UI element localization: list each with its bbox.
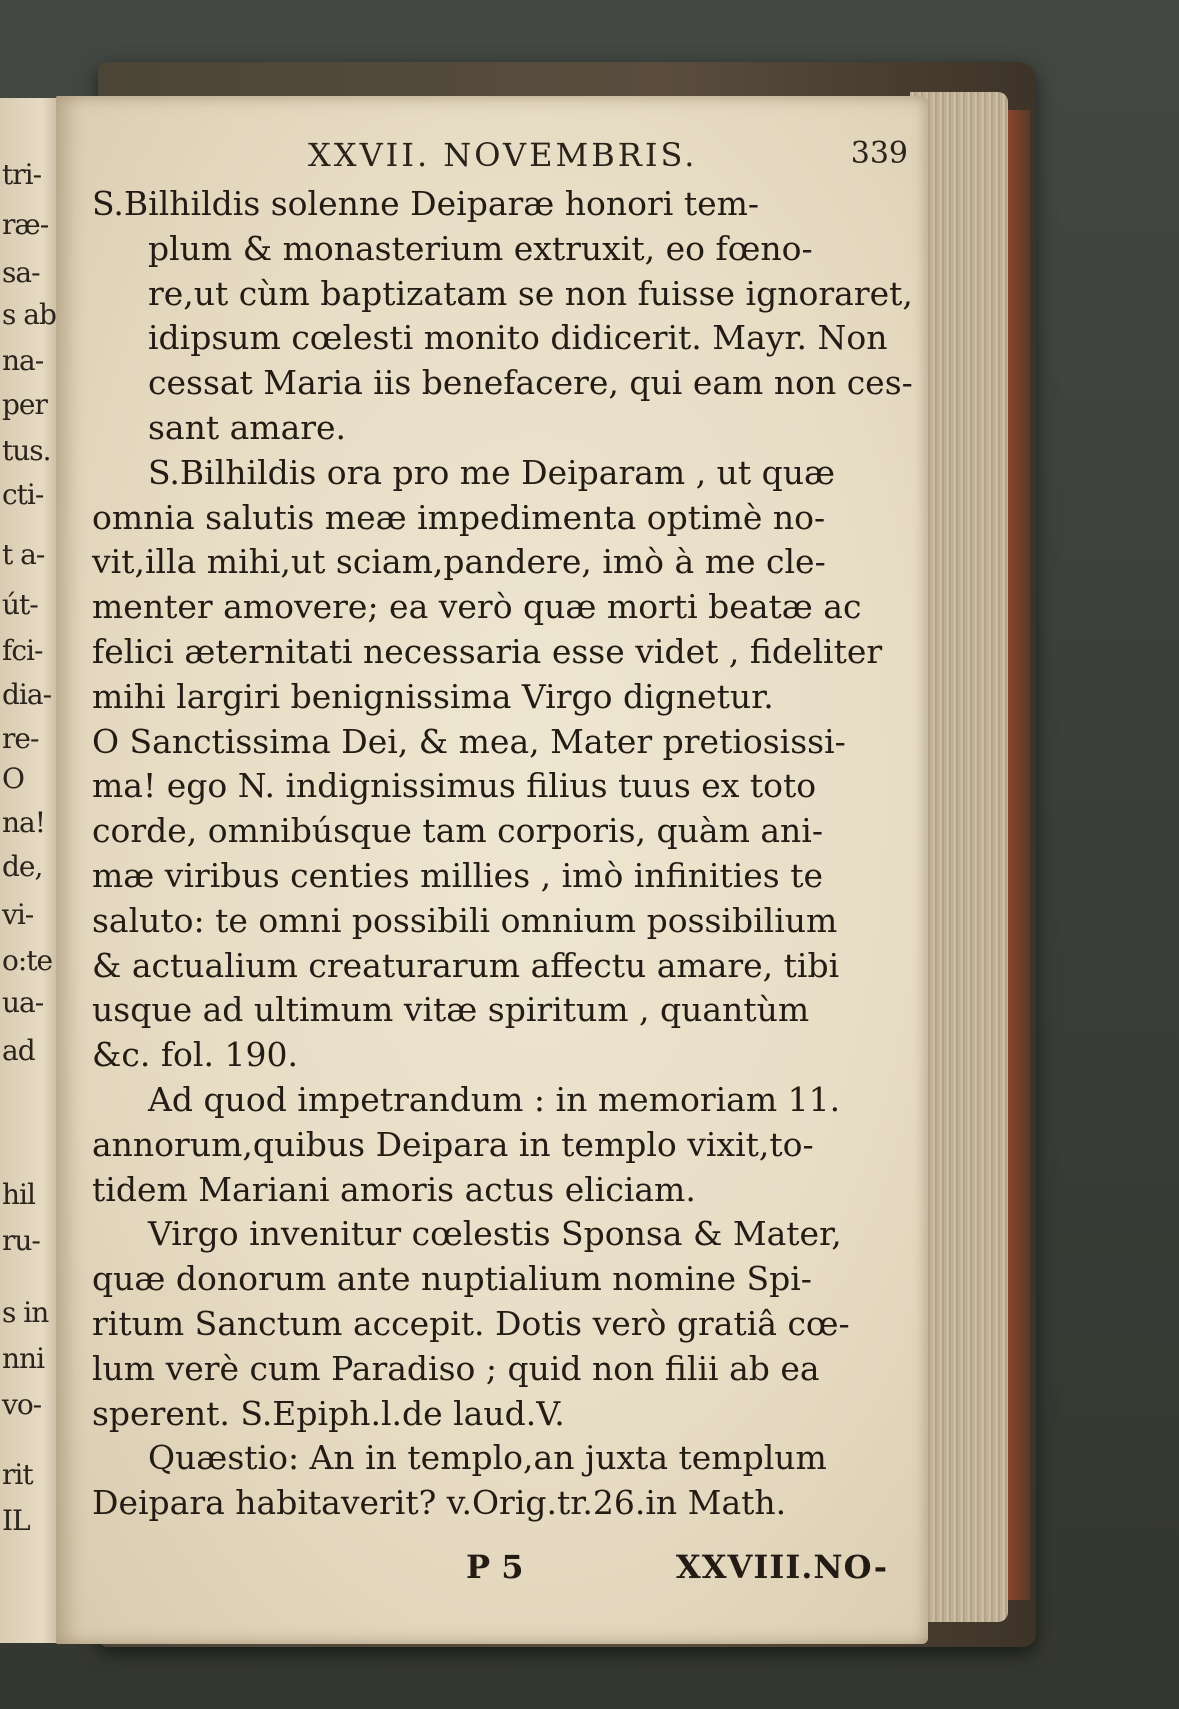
margin-fragment: O [2, 762, 24, 795]
text-line: sant amare. [148, 407, 347, 447]
margin-fragment: IL [2, 1504, 30, 1537]
margin-fragment: de, [2, 850, 43, 883]
text-line: menter amovere; ea verò quæ morti beatæ ac [92, 587, 862, 627]
text-line: Deipara habitaverit? v.Orig.tr.26.in Math. [92, 1483, 787, 1523]
text-line: tidem Mariani amoris actus eliciam. [92, 1169, 696, 1209]
margin-fragment: na! [2, 806, 45, 839]
margin-fragment: re- [2, 722, 39, 755]
text-line: lum verè cum Paradiso ; quid non filii ab ea [92, 1348, 820, 1388]
text-line: omnia salutis meæ impedimenta optimè no- [92, 497, 826, 537]
running-title: XXVII. NOVEMBRIS. [308, 136, 698, 174]
text-line: corde, omnibúsque tam corporis, quàm ani- [92, 811, 823, 851]
signature-mark: P 5 [466, 1548, 524, 1586]
margin-fragment: cti- [2, 478, 44, 511]
margin-fragment: nni [2, 1342, 45, 1375]
text-line: &c. fol. 190. [92, 1035, 298, 1075]
margin-fragment: dia- [2, 678, 52, 711]
text-line: Ad quod impetrandum : in memoriam 11. [148, 1079, 841, 1119]
text-line: mæ viribus centies millies , imò infinities te [92, 855, 823, 895]
margin-fragment: ræ- [2, 208, 49, 241]
catchword: XXVIII.NO- [675, 1548, 888, 1586]
text-line: & actualium creaturarum affectu amare, tibi [92, 945, 840, 985]
margin-fragment: sa- [2, 256, 40, 289]
margin-fragment: per [2, 388, 47, 421]
text-line: annorum,quibus Deipara in templo vixit,to- [92, 1124, 814, 1164]
text-line: cessat Maria iis benefacere, qui eam non ces- [148, 363, 913, 403]
text-line: idipsum cœlesti monito didicerit. Mayr. Non [148, 318, 888, 358]
margin-fragment: vo- [2, 1388, 42, 1421]
previous-page-sliver [0, 98, 60, 1643]
margin-fragment: o:te [2, 944, 53, 977]
margin-fragment: ua- [2, 986, 44, 1019]
text-line: ritum Sanctum accepit. Dotis verò gratiâ cœ- [92, 1303, 850, 1343]
margin-fragment: rit [2, 1458, 33, 1491]
text-line: re,ut cùm baptizatam se non fuisse ignoraret, [148, 273, 913, 313]
text-body [92, 182, 913, 1526]
text-line: O Sanctissima Dei, & mea, Mater pretiosissi- [92, 721, 846, 761]
text-line: felici æternitati necessaria esse videt , fideliter [92, 631, 883, 671]
text-line: mihi largiri benignissima Virgo dignetur. [92, 676, 774, 716]
book-page [56, 96, 928, 1644]
text-line: usque ad ultimum vitæ spiritum , quantùm [92, 990, 810, 1030]
margin-fragment: út- [2, 588, 38, 621]
margin-fragment: ad [2, 1034, 35, 1067]
text-line: plum & monasterium extruxit, eo fœno- [148, 228, 813, 268]
running-header [138, 136, 908, 184]
margin-fragment: na- [2, 344, 44, 377]
margin-fragment: s ab [2, 298, 56, 331]
margin-fragment: hil [2, 1178, 35, 1211]
text-line: S.Bilhildis solenne Deiparæ honori tem- [92, 184, 760, 223]
text-line: ma! ego N. indignissimus filius tuus ex toto [92, 766, 817, 806]
margin-fragment: tus. [2, 434, 51, 467]
text-line: saluto: te omni possibili omnium possibilium [92, 900, 838, 940]
text-line: vit,illa mihi,ut sciam,pandere, imò à me cle- [92, 542, 826, 582]
text-line: sperent. S.Epiph.l.de laud.V. [92, 1393, 565, 1433]
margin-fragment: tri- [2, 158, 42, 191]
text-line: S.Bilhildis ora pro me Deiparam , ut quæ [148, 452, 836, 492]
text-line: Virgo invenitur cœlestis Sponsa & Mater, [148, 1214, 842, 1254]
page-footer [136, 1548, 896, 1598]
text-line: Quæstio: An in templo,an juxta templum [148, 1438, 827, 1478]
page-number: 339 [850, 136, 908, 171]
text-line: quæ donorum ante nuptialium nomine Spi- [92, 1259, 812, 1299]
margin-fragment: t a- [2, 538, 45, 571]
margin-fragment: ru- [2, 1224, 40, 1257]
margin-fragment: fci- [2, 634, 43, 667]
margin-fragment: vi- [2, 898, 34, 931]
margin-fragment: s in [2, 1296, 49, 1329]
